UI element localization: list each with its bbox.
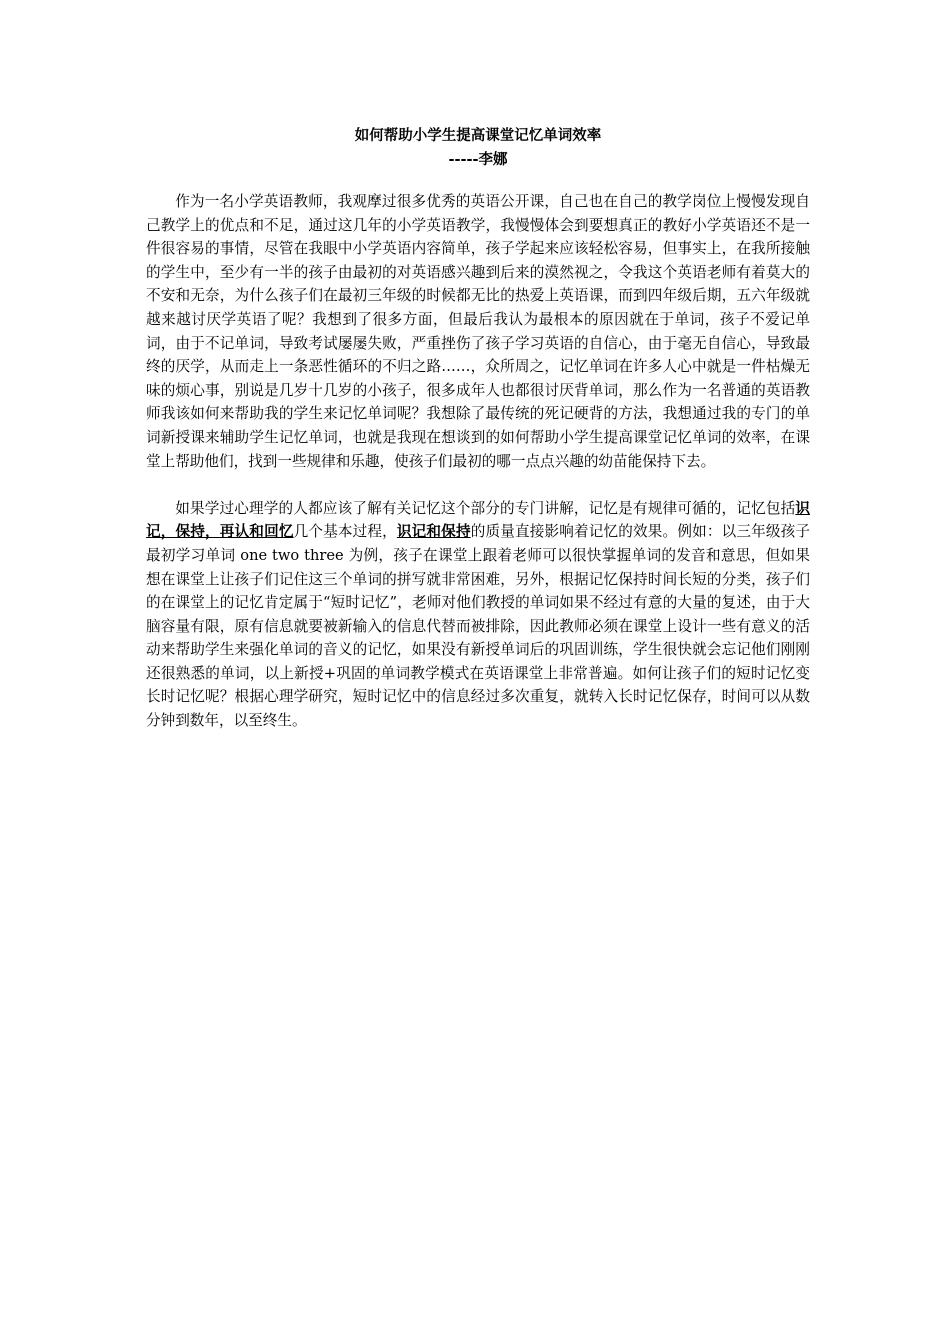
author-line: -----李娜 bbox=[448, 152, 508, 168]
emphasis-encoding-retention: 识记和保持 bbox=[396, 523, 471, 541]
paragraph-1: 作为一名小学英语教师，我观摩过很多优秀的英语公开课，自己也在自己的教学岗位上慢慢发现自己教学上的优点和不足，通过这几年的小学英语教学，我慢慢体会到要想真正的教好小学英语还不是一件很容易的事情，尽管在我眼中小学英语内容简单，孩子学起来应该轻松容易，但事实上，在我所接触的学生中，至少有一半的孩子由最初的对英语感兴趣到后来的漠然视之，令我这个英语老师有着莫大的不安和无奈，为什么孩子们在最初三年级的时候都无比的热爱上英语课，而到四年级后期，五六年级就越来越讨厌学英语了呢？我想到了很多方面，但最后我认为最根本的原因就在于单词，孩子不爱记单词，由于不记单词，导致考试屡屡失败，严重挫伤了孩子学习英语的自信心，由于毫无自信心，导致最终的厌学，从而走上一条恶性循环的不归之路……，众所周之，记忆单词在许多人心中就是一件枯燥无味的烦心事，别说是几岁十几岁的小孩子，很多成年人也都很讨厌背单词，那么作为一名普通的英语教师我该如何来帮助我的学生来记忆单词呢？我想除了最传统的死记硬背的方法，我想通过我的专门的单词新授课来辅助学生记忆单词，也就是我现在想谈到的如何帮助小学生提高课堂记忆单词的效率，在课堂上帮助他们，找到一些规律和乐趣，使孩子们最初的哪一点点兴趣的幼苗能保持下去。 bbox=[146, 193, 810, 470]
paragraph-2-text-a: 如果学过心理学的人都应该了解有关记忆这个部分的专门讲解，记忆是有规律可循的，记忆包括 bbox=[175, 499, 796, 517]
paragraph-2-text-b: 几个基本过程， bbox=[293, 523, 397, 541]
emphasis-memory-processes: 识记，保持，再认和回忆 bbox=[146, 499, 810, 541]
paragraph-2-text-c: 的质量直接影响着记忆的效果。例如：以三年级孩子最初学习单词 one two three 为例，孩子在课堂上跟着老师可以很快掌握单词的发音和意思，但如果想在课堂上让孩子们记住这三个单词的拼写就非常困难，另外，根据记忆保持时间长短的分类，孩子们的在课堂上的记忆肯定属于“短时记忆”，老师对他们教授的单词如果不经过有意的大量的复述，由于大脑容量有限，原有信息就要被新输入的信息代替而被排除，因此教师必须在课堂上设计一些有意义的活动来帮助学生来强化单词的音义的记忆，如果没有新授单词后的巩固训练，学生很快就会忘记他们刚刚还很熟悉的单词，以上新授+巩固的单词教学模式在英语课堂上非常普遍。如何让孩子们的短时记忆变长时记忆呢？根据心理学研究，短时记忆中的信息经过多次重复，就转入长时记忆保存，时间可以从数分钟到数年，以至终生。 bbox=[146, 523, 810, 730]
document-body bbox=[146, 124, 810, 733]
paragraph-2 bbox=[146, 497, 810, 733]
document-title: 如何帮助小学生提高课堂记忆单词效率 bbox=[354, 128, 602, 144]
